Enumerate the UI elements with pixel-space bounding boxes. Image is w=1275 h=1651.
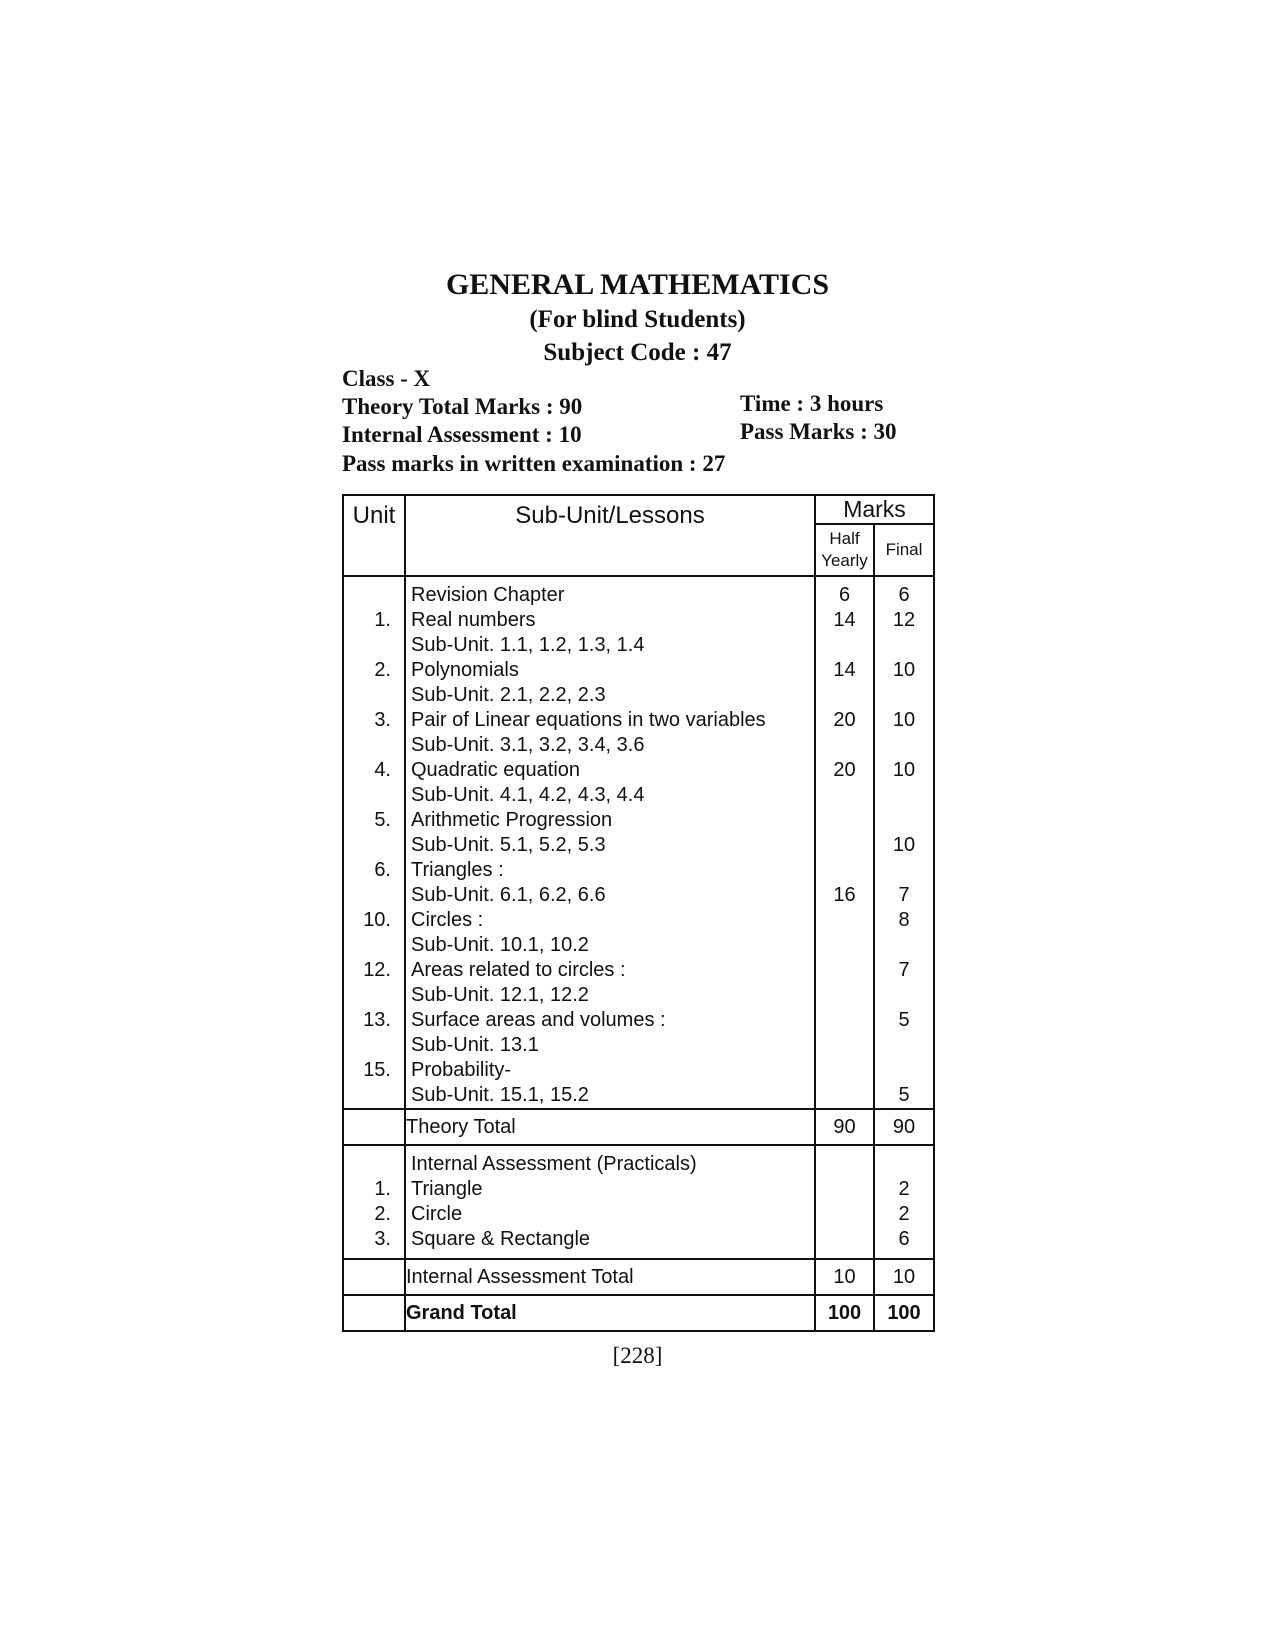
half-yearly-cell: 14 (833, 659, 856, 681)
unit-cell (344, 983, 404, 1008)
theory-total-final: 90 (874, 1109, 934, 1145)
half-yearly-cell (816, 733, 873, 758)
theory-total-unit (343, 1109, 405, 1145)
header-half-line1: Half (829, 529, 860, 548)
lesson-cell: Polynomials (411, 659, 519, 681)
theory-total-label: Theory Total (405, 1109, 815, 1145)
theory-total-half: 90 (815, 1109, 874, 1145)
class-label: Class - X (342, 366, 431, 391)
half-yearly-cell: 6 (838, 584, 851, 606)
internal-assessment-marks: Internal Assessment : 10 (342, 422, 582, 447)
final-cell (875, 858, 933, 883)
unit-cell: 12. (363, 959, 391, 981)
page-number: [228] (612, 1343, 663, 1368)
unit-cell: 1. (374, 609, 391, 631)
lesson-cell: Sub-Unit. 6.1, 6.2, 6.6 (411, 884, 606, 906)
theory-section (343, 576, 934, 1109)
theory-total-marks: Theory Total Marks : 90 (342, 394, 583, 419)
final-cell: 2 (898, 1178, 910, 1200)
table-header (343, 495, 934, 576)
final-cell (875, 783, 933, 808)
unit-cell (344, 1033, 404, 1058)
header-half-line2: Yearly (821, 551, 868, 570)
lesson-cell: Arithmetic Progression (411, 809, 613, 831)
lesson-cell: Sub-Unit. 13.1 (411, 1034, 539, 1056)
half-yearly-cell: 20 (833, 759, 856, 781)
final-cell: 8 (898, 909, 910, 931)
grand-total-unit (343, 1295, 405, 1331)
lesson-cell: Sub-Unit. 2.1, 2.2, 2.3 (411, 684, 606, 706)
ia-total-label: Internal Assessment Total (405, 1259, 815, 1295)
half-yearly-cell (816, 1033, 873, 1058)
half-yearly-cell (816, 783, 873, 808)
lesson-cell: Surface areas and volumes : (411, 1009, 666, 1031)
lesson-cell: Quadratic equation (411, 759, 581, 781)
final-cell: 12 (892, 609, 916, 631)
final-cell: 2 (898, 1203, 910, 1225)
final-cell: 6 (898, 584, 910, 606)
unit-cell (344, 1152, 404, 1177)
unit-cell: 10. (363, 909, 391, 931)
lesson-cell: Sub-Unit. 5.1, 5.2, 5.3 (411, 834, 606, 856)
half-yearly-cell (816, 983, 873, 1008)
final-cell: 10 (892, 834, 916, 856)
ia-total-final: 10 (874, 1259, 934, 1295)
pass-marks-written: Pass marks in written examination : 27 (342, 451, 726, 476)
half-yearly-cell (816, 808, 873, 833)
unit-cell: 2. (374, 659, 391, 681)
final-cell (875, 733, 933, 758)
exam-time: Time : 3 hours (740, 391, 884, 416)
final-cell (875, 933, 933, 958)
unit-cell (344, 783, 404, 808)
lesson-cell: Sub-Unit. 1.1, 1.2, 1.3, 1.4 (411, 634, 645, 656)
grand-total-row (343, 1295, 934, 1331)
half-yearly-cell (816, 1152, 873, 1177)
theory-lessons-col (405, 576, 815, 1109)
theory-unit-col (343, 576, 405, 1109)
unit-cell (344, 583, 404, 608)
final-cell (875, 633, 933, 658)
grand-total-half: 100 (815, 1295, 874, 1331)
page-title: GENERAL MATHEMATICS (445, 268, 830, 301)
internal-assessment-section (343, 1145, 934, 1259)
unit-cell: 6. (374, 859, 391, 881)
lesson-cell: Square & Rectangle (411, 1228, 591, 1250)
lesson-cell: Triangle (411, 1178, 483, 1200)
lesson-cell: Circle (411, 1203, 463, 1225)
unit-cell: 2. (374, 1203, 391, 1225)
ia-final-col (874, 1145, 934, 1259)
ia-lessons-col (405, 1145, 815, 1259)
unit-cell (344, 833, 404, 858)
grand-total-final: 100 (874, 1295, 934, 1331)
half-yearly-cell (816, 933, 873, 958)
ia-total-half: 10 (815, 1259, 874, 1295)
half-yearly-cell (816, 1227, 873, 1252)
final-cell: 6 (898, 1228, 910, 1250)
grand-total-label: Grand Total (405, 1295, 815, 1331)
final-cell (875, 1152, 933, 1177)
half-yearly-cell (816, 1177, 873, 1202)
unit-cell: 1. (374, 1178, 391, 1200)
unit-cell (344, 733, 404, 758)
lesson-cell: Sub-Unit. 12.1, 12.2 (411, 984, 589, 1006)
ia-unit-col (343, 1145, 405, 1259)
unit-cell: 4. (374, 759, 391, 781)
theory-final-col (874, 576, 934, 1109)
final-cell: 7 (898, 959, 910, 981)
unit-cell (344, 883, 404, 908)
lesson-cell: Revision Chapter (411, 584, 565, 606)
final-cell (875, 1058, 933, 1083)
unit-cell: 15. (363, 1059, 391, 1081)
unit-cell: 5. (374, 809, 391, 831)
lesson-cell: Circles : (411, 909, 484, 931)
half-yearly-cell (816, 1008, 873, 1033)
header-marks: Marks (815, 495, 934, 524)
lesson-cell: Triangles : (411, 859, 504, 881)
header-half-yearly (815, 524, 874, 576)
half-yearly-cell (816, 1083, 873, 1108)
header-final: Final (874, 524, 934, 576)
lesson-cell: Sub-Unit. 15.1, 15.2 (411, 1084, 589, 1106)
half-yearly-cell (816, 633, 873, 658)
header-unit: Unit (343, 495, 405, 576)
lesson-cell: Real numbers (411, 609, 536, 631)
ia-total-unit (343, 1259, 405, 1295)
unit-cell (344, 933, 404, 958)
half-yearly-cell: 20 (833, 709, 856, 731)
unit-cell (344, 633, 404, 658)
final-cell: 10 (892, 759, 916, 781)
half-yearly-cell (816, 1202, 873, 1227)
half-yearly-cell (816, 958, 873, 983)
half-yearly-cell (816, 683, 873, 708)
final-cell (875, 983, 933, 1008)
lesson-cell: Probability- (411, 1059, 512, 1081)
half-yearly-cell (816, 858, 873, 883)
final-cell: 10 (892, 659, 916, 681)
lesson-cell: Sub-Unit. 4.1, 4.2, 4.3, 4.4 (411, 784, 645, 806)
half-yearly-cell (816, 833, 873, 858)
ia-total-row (343, 1259, 934, 1295)
lesson-cell: Internal Assessment (Practicals) (411, 1153, 697, 1175)
unit-cell: 3. (374, 709, 391, 731)
theory-total-row (343, 1109, 934, 1145)
final-cell: 5 (898, 1009, 910, 1031)
subject-code: Subject Code : 47 (543, 339, 732, 366)
unit-cell (344, 1083, 404, 1108)
unit-cell (344, 683, 404, 708)
lesson-cell: Sub-Unit. 3.1, 3.2, 3.4, 3.6 (411, 734, 645, 756)
final-cell: 5 (898, 1084, 910, 1106)
ia-half-yearly-col (815, 1145, 874, 1259)
final-cell: 7 (898, 884, 910, 906)
final-cell (875, 808, 933, 833)
lesson-cell: Sub-Unit. 10.1, 10.2 (411, 934, 589, 956)
page-subtitle: (For blind Students) (529, 306, 746, 333)
header-sub-unit: Sub-Unit/Lessons (405, 495, 815, 576)
half-yearly-cell: 14 (833, 609, 856, 631)
pass-marks: Pass Marks : 30 (740, 419, 897, 444)
final-cell: 10 (892, 709, 916, 731)
final-cell (875, 1033, 933, 1058)
lesson-cell: Pair of Linear equations in two variables (411, 709, 766, 731)
unit-cell: 3. (374, 1228, 391, 1250)
half-yearly-cell (816, 1058, 873, 1083)
theory-half-yearly-col (815, 576, 874, 1109)
half-yearly-cell: 16 (833, 884, 856, 906)
unit-cell: 13. (363, 1009, 391, 1031)
lesson-cell: Areas related to circles : (411, 959, 626, 981)
final-cell (875, 683, 933, 708)
half-yearly-cell (816, 908, 873, 933)
syllabus-table (342, 494, 935, 1332)
